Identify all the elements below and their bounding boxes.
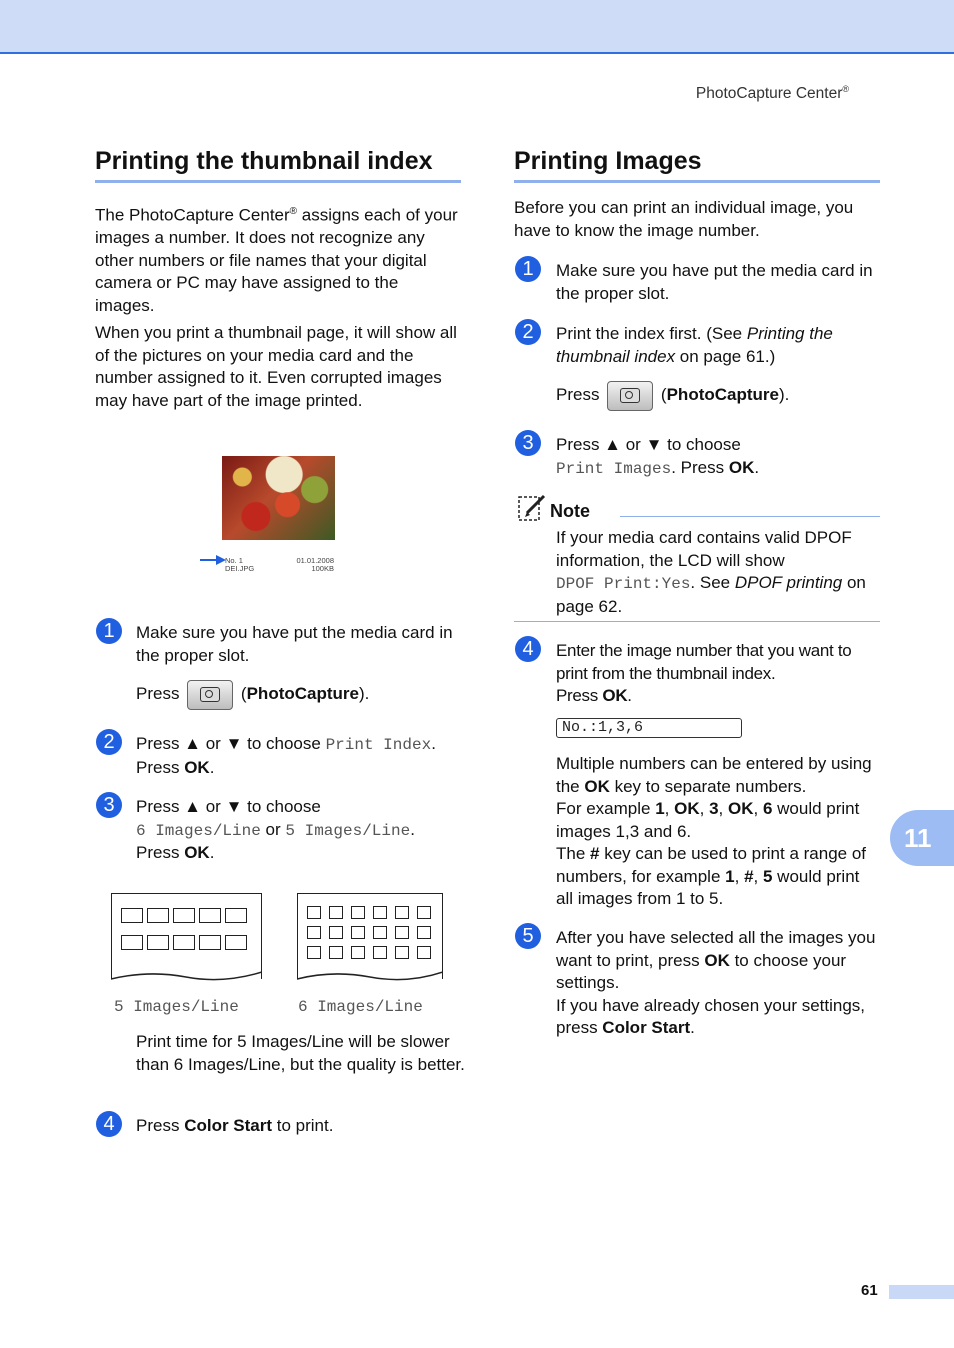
note-rule-top [620, 516, 880, 517]
page-curl [297, 962, 443, 986]
step-4-details: Multiple numbers can be entered by using the OK key to separate numbers. For example 1, OK, 3, OK, 6 would print images 1,3 and 6. The # key can be used to print a range of numbers, for example 1, #, 5 would print all images from 1 to 5. [556, 754, 872, 908]
thumb-caption-left: No. 1 DEI.JPG [225, 556, 255, 573]
print-time-note: Print time for 5 Images/Line will be slower than 6 Images/Line, but the quality is better. [136, 1032, 465, 1074]
note-text: If your media card contains valid DPOF information, the LCD will show DPOF Print:Yes. See DPOF printing on page 62. [556, 528, 866, 616]
camera-icon [200, 687, 220, 702]
header-band [0, 0, 954, 54]
step-number: 2 [96, 729, 122, 755]
note-title: Note [550, 501, 590, 521]
image-grid [307, 906, 431, 959]
section-title-thumbnail-index: Printing the thumbnail index [95, 147, 433, 175]
page-number: 61 [861, 1282, 878, 1299]
step-4-text: Press Color Start to print. [136, 1116, 334, 1135]
step-1-text: Make sure you have put the media card in the proper slot. [556, 261, 873, 303]
step-number: 4 [96, 1111, 122, 1137]
press-photocapture-line: Press (PhotoCapture). [136, 679, 369, 710]
layout-5-label: 5 Images/Line [114, 998, 239, 1016]
step-3-text: Press ▲ or ▼ to choose 6 Images/Line or 5 Images/Line. Press OK. [136, 797, 415, 862]
intro-paragraph: Before you can print an individual image, you have to know the image number. [514, 198, 854, 240]
intro-paragraph-2: When you print a thumbnail page, it will show all of the pictures on your media card and the number assigned to it. Even corrupted images may have part of the image printed. [95, 323, 457, 410]
image-grid [121, 908, 247, 950]
step-number: 3 [96, 792, 122, 818]
step-2-text: Press ▲ or ▼ to choose Print Index. Press OK. [136, 734, 436, 777]
thumb-caption-right: 01.01.2008 100KB [296, 556, 334, 573]
running-head: PhotoCapture Center® [695, 84, 849, 103]
step-number: 3 [515, 430, 541, 456]
step-number: 4 [515, 636, 541, 662]
step-number: 1 [515, 256, 541, 282]
step-number: 1 [96, 618, 122, 644]
step-number: 5 [515, 923, 541, 949]
press-photocapture-line: Press (PhotoCapture). [556, 380, 789, 411]
step-3-text: Press ▲ or ▼ to choose Print Images. Press OK. [556, 435, 760, 478]
layout-6-label: 6 Images/Line [298, 998, 423, 1016]
lcd-display: No.:1,3,6 [556, 718, 742, 738]
step-number: 2 [515, 319, 541, 345]
chapter-tab: 11 [890, 810, 954, 866]
arrow-icon [200, 555, 226, 565]
camera-icon [620, 388, 640, 403]
step-4-text: Enter the image number that you want to print from the thumbnail index. Press OK. [556, 641, 852, 705]
note-pencil-icon [517, 493, 547, 523]
photocapture-button[interactable] [187, 680, 233, 710]
intro-paragraph-1: The PhotoCapture Center® assigns each of your images a number. It does not recognize any other numbers or file names that your digital camera or PC may have assigned to the images. [95, 205, 458, 315]
page-number-bar [889, 1285, 954, 1299]
note-rule-bottom [514, 621, 880, 622]
title-rule [95, 180, 461, 183]
title-rule [514, 180, 880, 183]
step-1-text: Make sure you have put the media card in the proper slot. [136, 623, 453, 665]
section-title-printing-images: Printing Images [514, 147, 702, 175]
step-2-text: Print the index first. (See Printing the thumbnail index on page 61.) [556, 324, 833, 366]
step-5-text: After you have selected all the images you want to print, press OK to choose your settings. If you have already chosen your settings, press Color Start. [556, 928, 876, 1037]
photocapture-button[interactable] [607, 381, 653, 411]
thumbnail-photo [222, 456, 335, 540]
page-curl [111, 962, 262, 986]
